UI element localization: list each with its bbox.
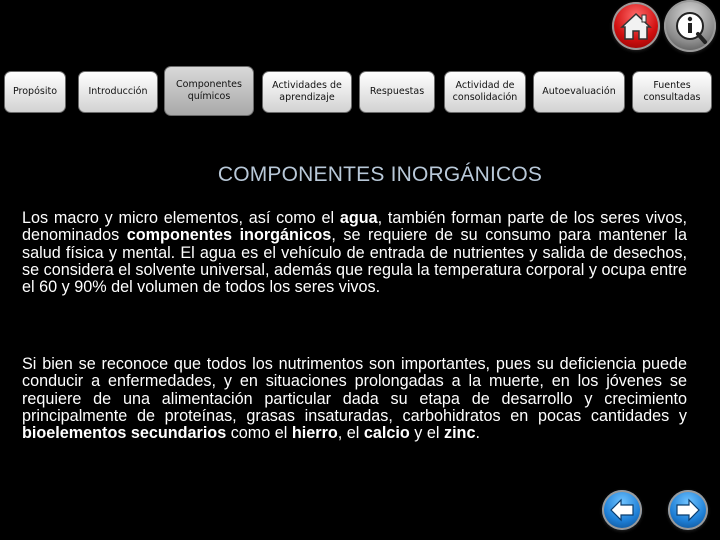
- tab-respuestas[interactable]: [359, 71, 435, 113]
- tab-label-line2: químicos: [187, 91, 231, 102]
- text-run: .: [475, 424, 480, 443]
- tab-actividades-aprendizaje[interactable]: [262, 71, 352, 113]
- tab-label-line2: consolidación: [452, 92, 518, 103]
- page-title: COMPONENTES INORGÁNICOS: [217, 163, 543, 186]
- paragraph-nutrimentos: [22, 356, 687, 442]
- text-run: Si bien se reconoce que todos los nutrimentos son importantes, pues su deficiencia puede conducir a enfermedades, y en situaciones prolongadas a la muerte, en los jóvenes se requiere de una alimentación particular dada su etapa de desarrollo y crecimiento principalmente de proteínas, grasas insaturadas, carbohidratos en pocas cantidades y: [22, 355, 687, 425]
- previous-button[interactable]: [602, 490, 642, 530]
- tab-label-line2: aprendizaje: [279, 92, 335, 103]
- tab-introduccion[interactable]: [78, 71, 158, 113]
- text-run: , también forman parte de los seres vivos, denominados: [22, 209, 687, 245]
- tab-label: Propósito: [12, 86, 58, 97]
- tab-label-line2: consultadas: [643, 92, 701, 103]
- bold-term-zinc: zinc: [443, 424, 476, 443]
- bold-term-hierro: hierro: [291, 424, 338, 443]
- text-run: , se requiere de su consumo para mantener la salud física y mental. El agua es el vehículo de entrada de nutrientes y salida de desechos, se considera el solvente universal, además que regula la temperatura corporal y ocupa entre el 60 y 90% del volumen de todos los seres vivos.: [22, 226, 687, 297]
- text-run: Los macro y micro elementos, así como el: [22, 209, 340, 227]
- tab-label: Autoevaluación: [542, 86, 616, 97]
- tab-autoevaluacion[interactable]: [533, 71, 625, 113]
- home-icon: [612, 2, 660, 50]
- info-button[interactable]: [664, 0, 716, 52]
- tab-label-line1: Componentes: [176, 79, 242, 90]
- bold-term-bioelementos-secundarios: bioelementos secundarios: [22, 424, 227, 443]
- bold-term-componentes-inorganicos: componentes inorgánicos: [126, 226, 332, 245]
- tab-label-line1: Fuentes: [653, 80, 691, 91]
- info-icon: [664, 0, 716, 52]
- next-button[interactable]: [668, 490, 708, 530]
- tab-actividad-consolidacion[interactable]: [444, 71, 526, 113]
- tab-label: Respuestas: [369, 86, 425, 97]
- tab-label-line1: Actividad de: [455, 80, 515, 91]
- arrow-left-icon: [602, 490, 642, 530]
- tab-label-line1: Actividades de: [272, 80, 342, 91]
- bold-term-calcio: calcio: [363, 424, 410, 443]
- tab-proposito[interactable]: [4, 71, 66, 113]
- home-button[interactable]: [612, 2, 660, 50]
- arrow-right-icon: [668, 490, 708, 530]
- text-run: como el: [226, 424, 292, 443]
- tab-fuentes-consultadas[interactable]: [632, 71, 712, 113]
- bold-term-agua: agua: [339, 209, 378, 227]
- paragraph-agua: [22, 210, 687, 296]
- tab-label: Introducción: [88, 86, 148, 97]
- text-run: y el: [409, 424, 444, 443]
- tab-componentes-quimicos[interactable]: [164, 66, 254, 116]
- text-run: , el: [337, 424, 364, 443]
